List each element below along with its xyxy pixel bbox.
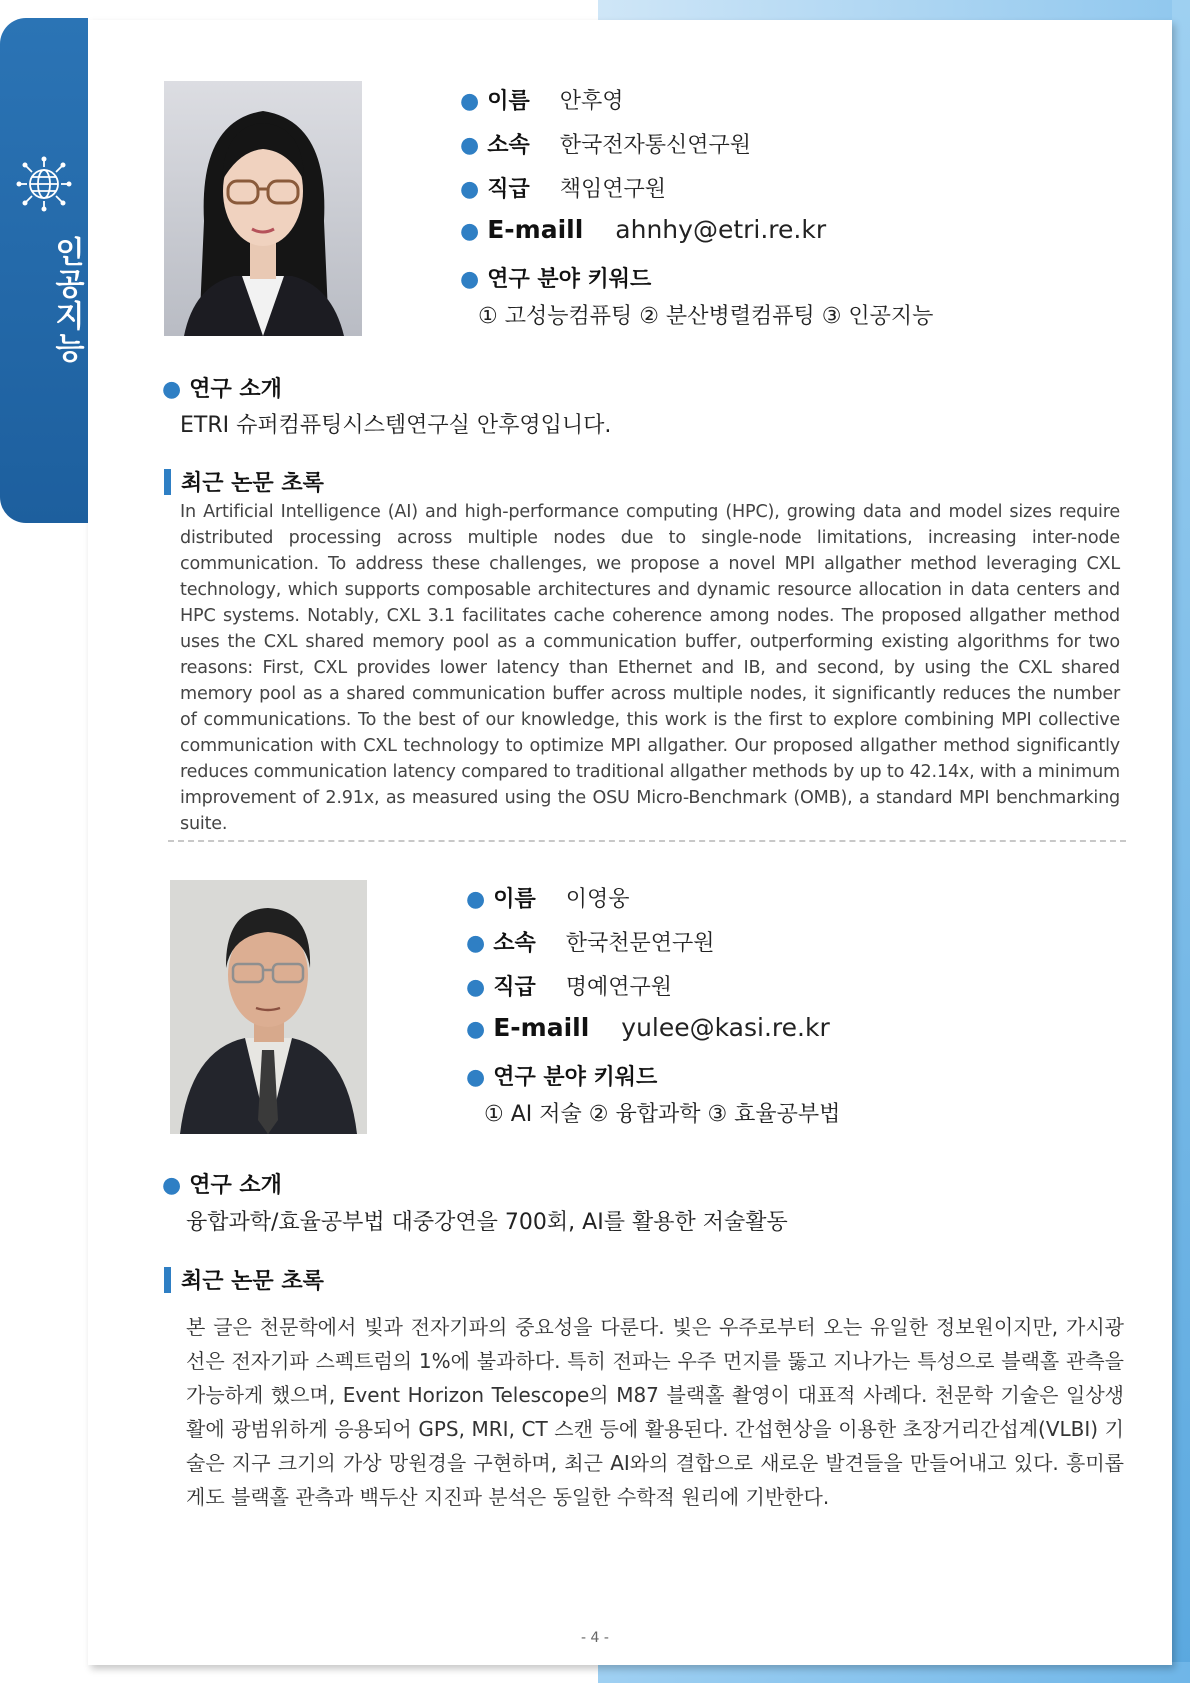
affiliation-row bbox=[466, 926, 714, 957]
bullet-icon: ● bbox=[460, 177, 480, 202]
bullet-icon: ● bbox=[460, 89, 480, 114]
abstract-title: 최근 논문 초록 bbox=[181, 471, 324, 496]
position-row bbox=[466, 970, 672, 1001]
position-value: 명예연구원 bbox=[565, 975, 672, 1000]
name-row bbox=[460, 84, 623, 115]
page-number: - 4 - bbox=[581, 1630, 609, 1646]
abstract-title: 최근 논문 초록 bbox=[181, 1269, 324, 1294]
abstract-title-row bbox=[164, 466, 324, 497]
email-row bbox=[460, 215, 826, 244]
bullet-icon: ● bbox=[460, 219, 480, 244]
position-value: 책임연구원 bbox=[559, 177, 666, 202]
top-decor-band bbox=[598, 0, 1190, 22]
position-row bbox=[460, 172, 666, 203]
globe-network-icon bbox=[16, 156, 72, 212]
intro-title-row bbox=[162, 372, 282, 403]
email-value[interactable]: yulee@kasi.re.kr bbox=[621, 1013, 830, 1042]
affiliation-label: 소속 bbox=[487, 133, 530, 158]
bullet-icon: ● bbox=[162, 1173, 182, 1198]
section-divider bbox=[168, 840, 1126, 842]
intro-title: 연구 소개 bbox=[189, 1173, 282, 1198]
bottom-decor-band bbox=[598, 1662, 1190, 1683]
position-label: 직급 bbox=[493, 975, 536, 1000]
researcher-photo bbox=[164, 81, 362, 336]
bullet-icon: ● bbox=[466, 1065, 486, 1090]
email-value[interactable]: ahnhy@etri.re.kr bbox=[615, 215, 827, 244]
keywords-row bbox=[466, 1060, 657, 1091]
category-side-tab bbox=[0, 18, 88, 523]
email-label: E-maill bbox=[493, 1013, 590, 1042]
bullet-icon: ● bbox=[466, 931, 486, 956]
bullet-icon: ● bbox=[460, 133, 480, 158]
intro-title-row bbox=[162, 1168, 282, 1199]
abstract-title-row bbox=[164, 1264, 324, 1295]
affiliation-value: 한국전자통신연구원 bbox=[559, 133, 751, 158]
name-label: 이름 bbox=[487, 89, 530, 114]
bullet-icon: ● bbox=[162, 377, 182, 402]
bullet-icon: ● bbox=[466, 887, 486, 912]
bullet-icon: ● bbox=[460, 267, 480, 292]
affiliation-label: 소속 bbox=[493, 931, 536, 956]
name-value: 이영웅 bbox=[565, 887, 630, 912]
keywords-value: ① AI 저술 ② 융합과학 ③ 효율공부법 bbox=[484, 1102, 841, 1127]
right-decor-band bbox=[1172, 0, 1190, 1683]
keywords-row bbox=[460, 262, 651, 293]
email-label: E-maill bbox=[487, 215, 584, 244]
affiliation-row bbox=[460, 128, 751, 159]
researcher-photo bbox=[170, 880, 367, 1134]
keywords-value: ① 고성능컴퓨팅 ② 분산병렬컴퓨팅 ③ 인공지능 bbox=[478, 304, 934, 329]
keywords-label: 연구 분야 키워드 bbox=[493, 1065, 658, 1090]
affiliation-value: 한국천문연구원 bbox=[565, 931, 715, 956]
section-bar bbox=[164, 1267, 171, 1293]
keywords-label: 연구 분야 키워드 bbox=[487, 267, 652, 292]
abstract-text: 본 글은 천문학에서 빛과 전자기파의 중요성을 다룬다. 빛은 우주로부터 오는 유일한 정보원이지만, 가시광선은 전자기파 스펙트럼의 1%에 불과하다. 특히 전파는 우주 먼지를 뚫고 지나가는 특성으로 블랙홀 관측을 가능하게 했으며, Event Horizon Telescope의 M87 블랙홀 촬영이 대표적 사례다. 천문학 기술은 일상생활에 광범위하게 응용되어 GPS, MRI, CT 스캔 등에 활용된다. 간섭현상을 이용한 초장거리간섭계(VLBI) 기술은 지구 크기의 가상 망원경을 구현하며, 최근 AI와의 결합으로 새로운 발견들을 만들어내고 있다. 흥미롭게도 블랙홀 관측과 백두산 지진파 분석은 동일한 수학적 원리에 기반한다. bbox=[186, 1315, 1124, 1509]
email-row bbox=[466, 1013, 830, 1042]
name-value: 안후영 bbox=[559, 89, 624, 114]
intro-title: 연구 소개 bbox=[189, 377, 282, 402]
name-row bbox=[466, 882, 629, 913]
bullet-icon: ● bbox=[466, 975, 486, 1000]
category-label: 인공지능 bbox=[49, 236, 84, 364]
intro-text: ETRI 슈퍼컴퓨팅시스템연구실 안후영입니다. bbox=[180, 413, 612, 438]
name-label: 이름 bbox=[493, 887, 536, 912]
position-label: 직급 bbox=[487, 177, 530, 202]
section-bar bbox=[164, 469, 171, 495]
bullet-icon: ● bbox=[466, 1017, 486, 1042]
abstract-text: In Artificial Intelligence (AI) and high-performance computing (HPC), growing data and model sizes require distributed processing across multiple nodes due to single-node limitations, increasing inter-node communication. To address these challenges, we propose a novel MPI allgather method leveraging CXL technology, which supports composable architectures and dynamic resource allocation in data centers and HPC systems. Notably, CXL 3.1 facilitates cache coherence among nodes. The proposed allgather method uses the CXL shared memory pool as a communication buffer, outperforming existing algorithms for two reasons: First, CXL provides lower latency than Ethernet and IB, and second, by using the CXL shared memory pool as a shared communication buffer across multiple nodes, it significantly reduces the number of communications. To the best of our knowledge, this work is the first to explore combining MPI collective communication with CXL technology to optimize MPI allgather. Our proposed allgather method significantly reduces communication latency compared to traditional allgather methods by up to 42.14x, with a minimum improvement of 2.91x, as measured using the OSU Micro-Benchmark (OMB), a standard MPI benchmarking suite. bbox=[180, 502, 1120, 834]
intro-text: 융합과학/효율공부법 대중강연을 700회, AI를 활용한 저술활동 bbox=[186, 1210, 788, 1235]
